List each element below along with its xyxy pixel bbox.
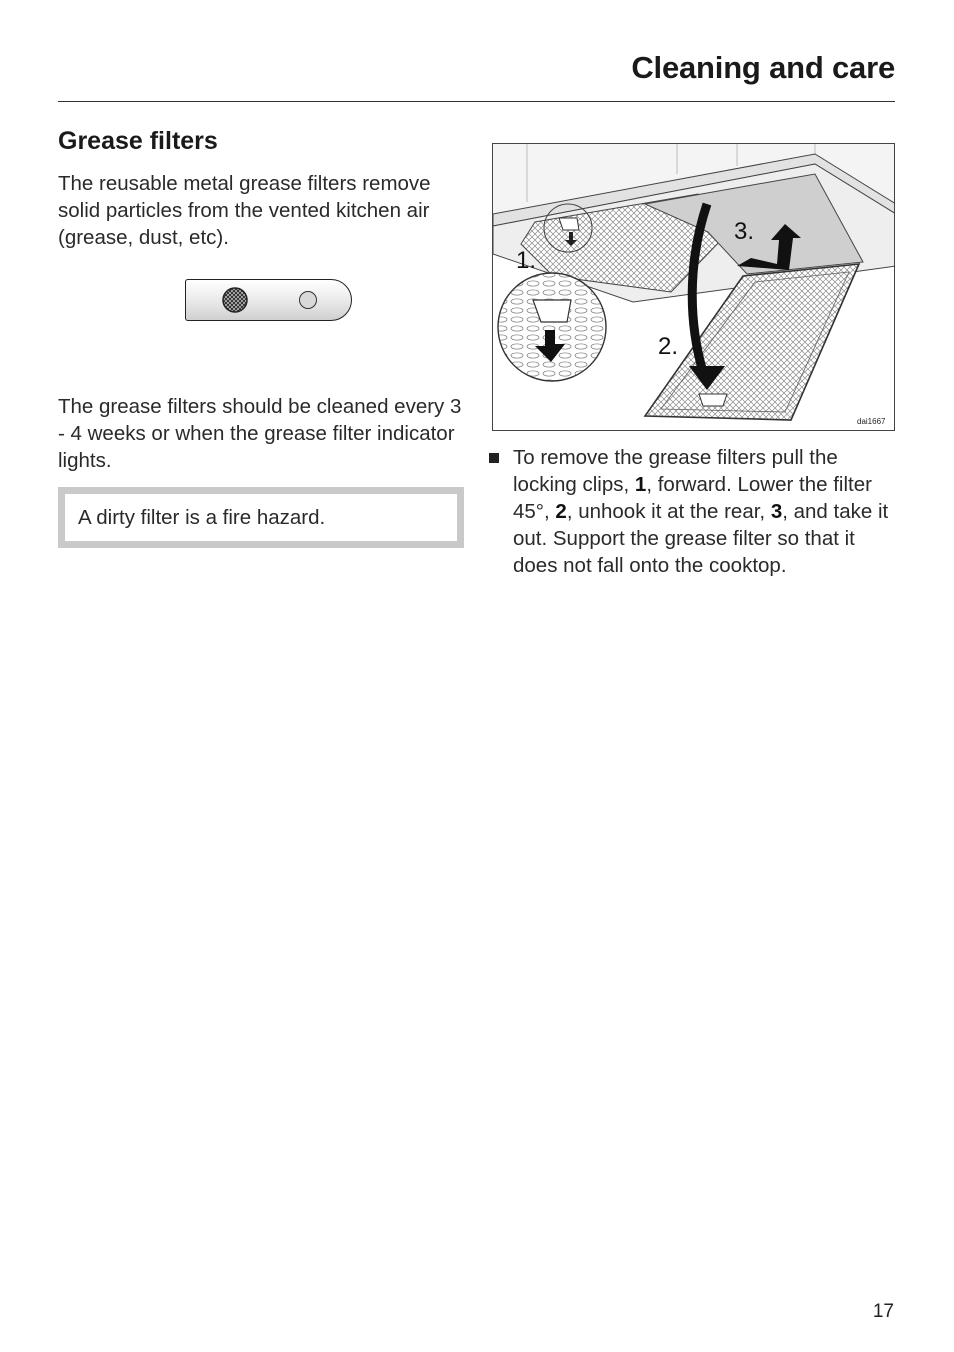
warning-text: A dirty filter is a fire hazard. [78, 506, 326, 529]
grease-filter-lamp-icon [222, 287, 248, 313]
indicator-panel [185, 279, 352, 321]
instruction-part: , unhook it at the rear, [566, 500, 771, 523]
page-number: 17 [872, 1301, 894, 1322]
instruction-text [513, 444, 895, 579]
figure-step-label-2: 2. [658, 333, 679, 360]
figure-step-label-1: 1. [516, 247, 537, 274]
removal-instruction [489, 444, 895, 579]
header-divider [58, 101, 895, 102]
instruction-part: To remove the grease filters pull the locking clips, [513, 446, 838, 496]
grease-filter-indicator-illustration [58, 251, 464, 393]
instruction-part: , and take it out. Support the grease filter so that it does not fall onto the cooktop. [513, 500, 889, 577]
filter-removal-drawing [493, 144, 895, 431]
step-ref-3: 3 [770, 500, 783, 523]
section-heading: Grease filters [58, 127, 218, 155]
figure-step-label-3: 3. [734, 218, 755, 245]
bullet-square-icon [489, 453, 499, 463]
warning-box [58, 487, 464, 548]
left-column [58, 126, 464, 548]
intro-paragraph: The reusable metal grease filters remove solid particles from the vented kitchen air (grease, dust, etc). [58, 172, 431, 249]
instruction-part: , forward. Lower the filter 45°, [513, 473, 872, 523]
step-ref-2: 2 [555, 500, 567, 523]
step-ref-1: 1 [634, 473, 647, 496]
indicator-lamp-icon [299, 291, 317, 309]
cleaning-interval-paragraph: The grease filters should be cleaned every 3 - 4 weeks or when the grease filter indicator lights. [58, 395, 462, 472]
filter-removal-illustration [492, 143, 895, 431]
figure-code: dai1667 [857, 417, 886, 426]
page-header-title: Cleaning and care [631, 50, 895, 85]
